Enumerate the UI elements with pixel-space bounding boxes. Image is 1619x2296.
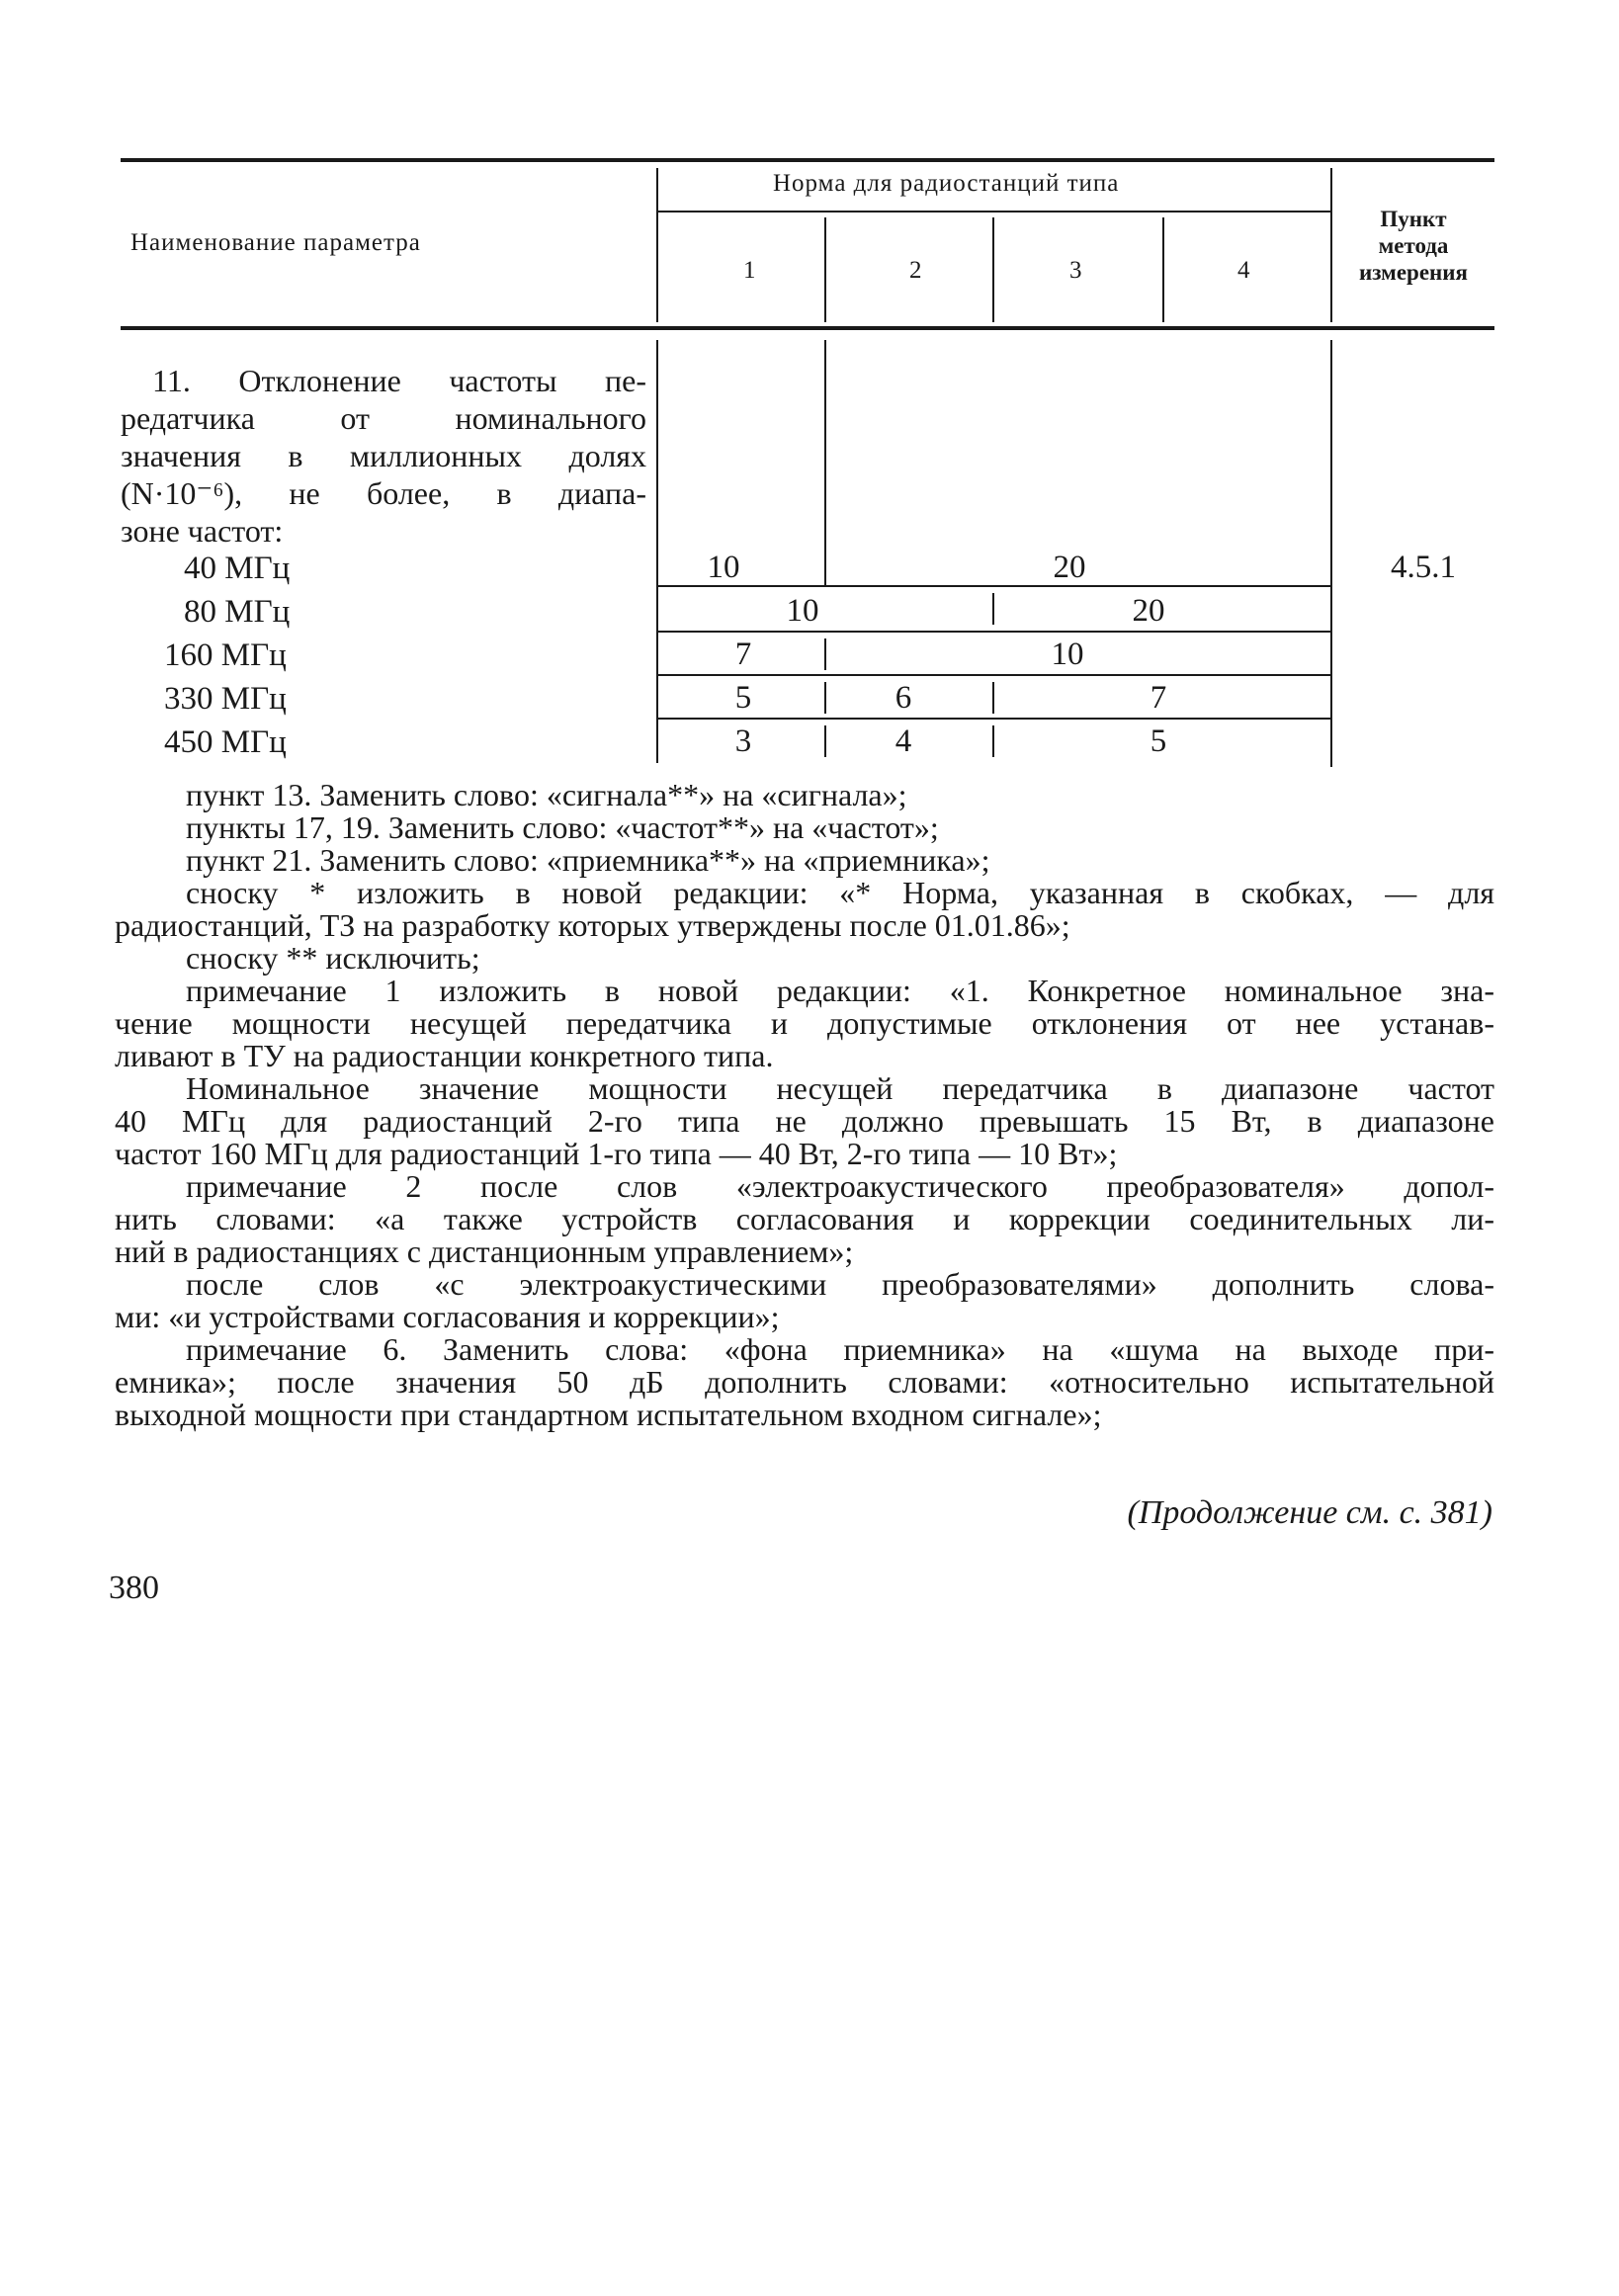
text-line: ливают в ТУ на радиостанции конкретного типа. — [115, 1038, 774, 1073]
value-cell: 10 — [1051, 637, 1084, 672]
header-vline-a — [656, 168, 658, 322]
text-line: чение мощности несущей передатчика и допустимые отклонения от нее устанав- — [115, 1005, 1494, 1041]
value-cell: 3 — [734, 723, 752, 759]
text-line: примечание 1 изложить в новой редакции: «1. Конкретное номинальное зна- — [186, 973, 1494, 1008]
text-line: радиостанций, ТЗ на разработку которых утверждены после 01.01.86»; — [115, 907, 1070, 943]
header-subrule — [656, 211, 1330, 213]
value-cell: 7 — [1150, 680, 1167, 716]
freq-label: 330 МГц — [164, 681, 287, 717]
value-cell: 6 — [895, 680, 912, 716]
freq-label: 80 МГц — [184, 594, 291, 630]
text-line: примечание 6. Заменить слова: «фона приемника» на «шума на выходе при- — [186, 1331, 1494, 1367]
value-cell: 7 — [734, 637, 752, 672]
text-line: пункт 21. Заменить слово: «приемника**» на «приемника»; — [186, 842, 990, 878]
param-line-3: значения в миллионных долях — [121, 438, 646, 473]
param-line-5: зоне частот: — [121, 513, 284, 549]
page-number: 380 — [109, 1570, 159, 1606]
body-vline-left — [656, 340, 658, 585]
row-sep-3 — [656, 674, 1330, 676]
param-line-4: (N·10⁻⁶), не более, в диапа- — [121, 475, 646, 511]
row-sep-4 — [656, 718, 1330, 720]
header-type-1: 1 — [743, 257, 757, 284]
value-cell: 10 — [786, 593, 819, 629]
header-vline-d — [1162, 217, 1164, 322]
row4-div-b — [992, 682, 994, 714]
method-value: 4.5.1 — [1391, 550, 1456, 585]
value-cell: 5 — [734, 680, 752, 716]
text-line: Номинальное значение мощности несущей передатчика в диапазоне частот — [186, 1070, 1494, 1106]
text-line: примечание 2 после слов «электроакустического преобразователя» допол- — [186, 1168, 1494, 1204]
continuation-note: (Продолжение см. с. 381) — [1127, 1494, 1492, 1531]
text-line: выходной мощности при стандартном испытательном входном сигнале»; — [115, 1397, 1102, 1432]
freq-label: 450 МГц — [164, 724, 287, 760]
header-type-2: 2 — [909, 257, 923, 284]
freq-label: 40 МГц — [184, 551, 291, 586]
header-vline-b — [824, 217, 826, 322]
text-line: 40 МГц для радиостанций 2-го типа не должно превышать 15 Вт, в диапазоне — [115, 1103, 1494, 1139]
row-sep-1 — [656, 585, 1330, 587]
row4-div-a — [824, 682, 826, 714]
text-line: после слов «с электроакустическими преобразователями» дополнить слова- — [186, 1266, 1494, 1302]
value-cell: 20 — [1132, 593, 1165, 629]
norms-table — [121, 158, 1494, 761]
param-line-2: редатчика от номинального — [121, 400, 646, 436]
header-type-4: 4 — [1237, 257, 1251, 284]
text-line: ний в радиостанциях с дистанционным управлением»; — [115, 1233, 854, 1269]
row3-div — [824, 638, 826, 670]
text-line: сноску ** исключить; — [186, 940, 480, 976]
freq-label: 160 МГц — [164, 638, 287, 673]
row-sep-2 — [656, 631, 1330, 633]
value-cell: 10 — [707, 550, 740, 585]
header-norm-group: Норма для радиостанций типа — [773, 170, 1120, 197]
body-vline-right — [1330, 340, 1332, 767]
value-cell: 20 — [1053, 550, 1086, 585]
body-vline-col12 — [824, 340, 826, 585]
row1-div — [824, 552, 826, 583]
text-line: нить словами: «а также устройств согласования и коррекции соединительных ли- — [115, 1201, 1494, 1236]
text-line: ми: «и устройствами согласования и коррекции»; — [115, 1299, 780, 1334]
value-cell: 5 — [1150, 723, 1167, 759]
text-line: частот 160 МГц для радиостанций 1-го типа — 40 Вт, 2-го типа — 10 Вт»; — [115, 1136, 1118, 1171]
text-line: сноску * изложить в новой редакции: «* Норма, указанная в скобках, — для — [186, 875, 1494, 910]
value-cell: 4 — [895, 723, 912, 759]
header-bottom-rule — [121, 326, 1494, 330]
text-line: емника»; после значения 50 дБ дополнить словами: «относительно испытательной — [115, 1364, 1494, 1400]
header-method: Пункт метода измерения — [1359, 207, 1468, 285]
amendments-text — [115, 779, 1494, 1431]
table-top-rule — [121, 158, 1494, 162]
row5-div-b — [992, 725, 994, 757]
header-param-name: Наименование параметра — [130, 229, 421, 256]
text-line: пункты 17, 19. Заменить слово: «частот**» на «частот»; — [186, 809, 939, 845]
row5-div-a — [824, 725, 826, 757]
param-line-1: 11. Отклонение частоты пе- — [152, 363, 646, 398]
text-line: пункт 13. Заменить слово: «сигнала**» на «сигнала»; — [186, 777, 907, 812]
header-type-3: 3 — [1069, 257, 1083, 284]
row2-div — [992, 593, 994, 625]
header-vline-c — [992, 217, 994, 322]
